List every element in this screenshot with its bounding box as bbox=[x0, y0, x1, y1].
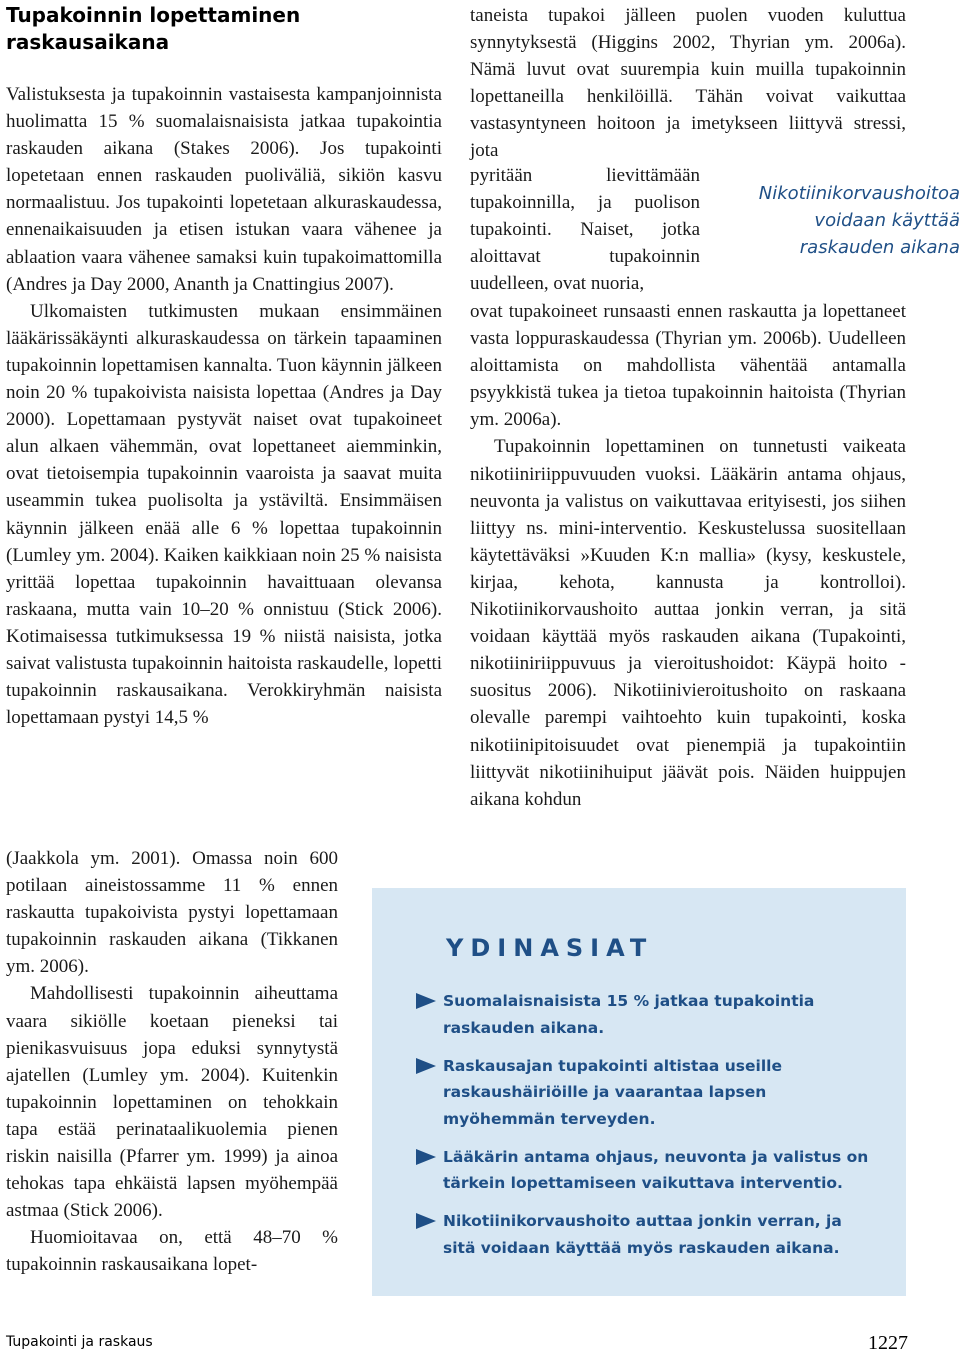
body-paragraph: Huomioitavaa on, että 48–70 % tupakoinnin raskausaikana lopet- bbox=[6, 1227, 338, 1276]
page-number: 1227 bbox=[868, 1332, 908, 1354]
arrow-bullet-icon bbox=[416, 1149, 436, 1165]
body-paragraph-continuation: taneista tupakoi jälleen puolen vuoden kuluttua synnytyksestä (Higgins 2002, Thyrian ym. 2006a). Nämä luvut ovat suurempia kuin muilla tupakoinnin lopettaneilla henkilöillä. Tähän voivat vaikuttaa vastasyntyneen hoitoon ja imetykseen liittyvä stressi, jota bbox=[470, 5, 906, 162]
right-column-bottom bbox=[470, 298, 906, 813]
pull-quote: Nikotiinikorvaushoitoa voidaan käyttää raskauden aikana bbox=[758, 183, 960, 258]
section-title: Tupakoinnin lopettaminen raskausaikana bbox=[6, 3, 301, 54]
body-paragraph: Mahdollisesti tupakoinnin aiheuttama vaara sikiölle koetaan pieneksi tai pienikasvuisuus jopa eduksi synnytystä ajatellen (Lumley ym. 2004). Kuitenkin tupakoinnin lopettaminen on tehokkain tapa estää perinataalikuolemia pienen riskin naisilla (Pfarrer ym. 1999) ja ainoa tehokas tapa ehkäistä lapsen myöhempää astmaa (Stick 2006). bbox=[6, 983, 338, 1222]
running-footer: Tupakointi ja raskaus bbox=[6, 1334, 153, 1350]
body-paragraph: Ulkomaisten tutkimusten mukaan ensimmäinen lääkärissäkäynti alkuraskaudessa on tärkein tapaaminen tupakoinnin lopettamisen kannalta. Tuon käynnin jälkeen noin 20 % tupakoivista naisista lopettaa (Andres ja Day 2000). Lopettamaan pystyvät naiset ovat tupakoineet alun alkaen vähemmän, ovat lopettaneet aiemminkin, ovat tietoisempia tupakoinnin vaaroista ja saavat muita useammin tukea puolisolta ja ystäviltä. Ensimmäisen käynnin jälkeen enää alle 6 % lopettaa tupakoinnin (Lumley ym. 2004). Kaiken kaikkiaan noin 25 % naisista yrittää lopettaa tupakoinnin havaittuaan olevansa raskaana, mutta vain 10–20 % onnistuu (Stick 2006). Kotimaisessa tutkimuksessa 19 % niistä naisista, jotka saivat valistusta tupakoinnin haitoista raskaudelle, lopetti tupakoinnin raskausaikana. Verokkiryhmän naisista lopettamaan pystyi 14,5 % bbox=[6, 300, 442, 729]
key-points-list bbox=[416, 988, 876, 1273]
key-points-box bbox=[372, 888, 906, 1296]
body-paragraph: Tupakoinnin lopettaminen on tunnetusti vaikeata nikotiiniriippuvuuden vuoksi. Lääkärin antama ohjaus, neuvonta ja valistus on vaikuttavaa erityisesti, jos siihen liittyy ns. mini-interventio. Keskustelussa suositellaan käytettäväksi »Kuuden K:n mallia» (kysy, keskustele, kirjaa, kehota, kannusta ja kontrolloi). Nikotiinikorvaushoito auttaa jonkin verran, ja sitä voidaan käyttää myös raskauden aikana (Tupakointi, nikotiiniriippuvuus ja vieroitushoidot: Käypä hoito -suositus 2006). Nikotiinivieroitushoito on raskaana olevalle parempi vaihtoehto kuin tupakointi, koska nikotiinipitoisuudet ovat pienempiä ja tupakointiin liittyvät nikotiinihuiput jäävät pois. Näiden huippujen aikana kohdun bbox=[470, 436, 906, 810]
body-paragraph-continuation: pyritään lievittämään tupakoinnilla, ja puolison tupakointi. Naiset, jotka aloittavat tupakoinnin uudelleen, ovat nuoria, bbox=[470, 165, 700, 295]
key-point-text: Lääkärin antama ohjaus, neuvonta ja valistus on tärkein lopettamiseen vaikuttava interventio. bbox=[443, 1147, 869, 1192]
arrow-bullet-icon bbox=[416, 993, 436, 1009]
key-point bbox=[416, 1144, 876, 1197]
key-point-text: Nikotiinikorvaushoito auttaa jonkin verran, ja sitä voidaan käyttää myös raskauden aikana. bbox=[443, 1212, 842, 1257]
key-point bbox=[416, 988, 876, 1041]
left-column-bottom bbox=[6, 845, 338, 1279]
key-point-text: Suomalaisnaisista 15 % jatkaa tupakointia raskauden aikana. bbox=[443, 992, 815, 1037]
arrow-bullet-icon bbox=[416, 1058, 436, 1074]
key-point bbox=[416, 1208, 876, 1261]
key-point-text: Raskausajan tupakointi altistaa useille raskaushäiriöille ja vaarantaa lapsen myöhemmän terveyden. bbox=[443, 1056, 782, 1128]
key-points-title: YDINASIAT bbox=[446, 934, 654, 962]
arrow-bullet-icon bbox=[416, 1213, 436, 1229]
right-column-narrow bbox=[470, 162, 700, 297]
right-column-top bbox=[470, 2, 906, 165]
body-paragraph: Valistuksesta ja tupakoinnin vastaisesta kampanjoinnista huolimatta 15 % suomalaisnaisista jatkaa tupakointia raskauden aikana (Stakes 2006). Jos tupakointi lopetetaan ennen raskauden puoliväliä, sikiön kasvu normaalistuu. Jos tupakointi lopetetaan alkuraskaudessa, ennenaikaisuuden ja etisen istukan vaara vähenee ja ablaation vaara vähenee samaksi kuin tupakoimattomilla (Andres ja Day 2000, Ananth ja Cnattingius 2007). bbox=[6, 84, 442, 295]
body-paragraph-continuation: ovat tupakoineet runsaasti ennen raskautta ja lopettaneet vasta loppuraskaudessa (Thyrian ym. 2006b). Uudelleen aloittamista on mahdollista vähentää antamalla psyykkistä tukea ja tietoa tupakoinnin haitoista (Thyrian ym. 2006a). bbox=[470, 301, 906, 431]
body-paragraph-continuation: (Jaakkola ym. 2001). Omassa noin 600 potilaan aineistossamme 11 % ennen raskautta tupakoivista pystyi lopettamaan tupakoinnin raskauden aikana (Tikkanen ym. 2006). bbox=[6, 848, 338, 978]
key-point bbox=[416, 1053, 876, 1133]
left-column-top bbox=[6, 81, 442, 731]
